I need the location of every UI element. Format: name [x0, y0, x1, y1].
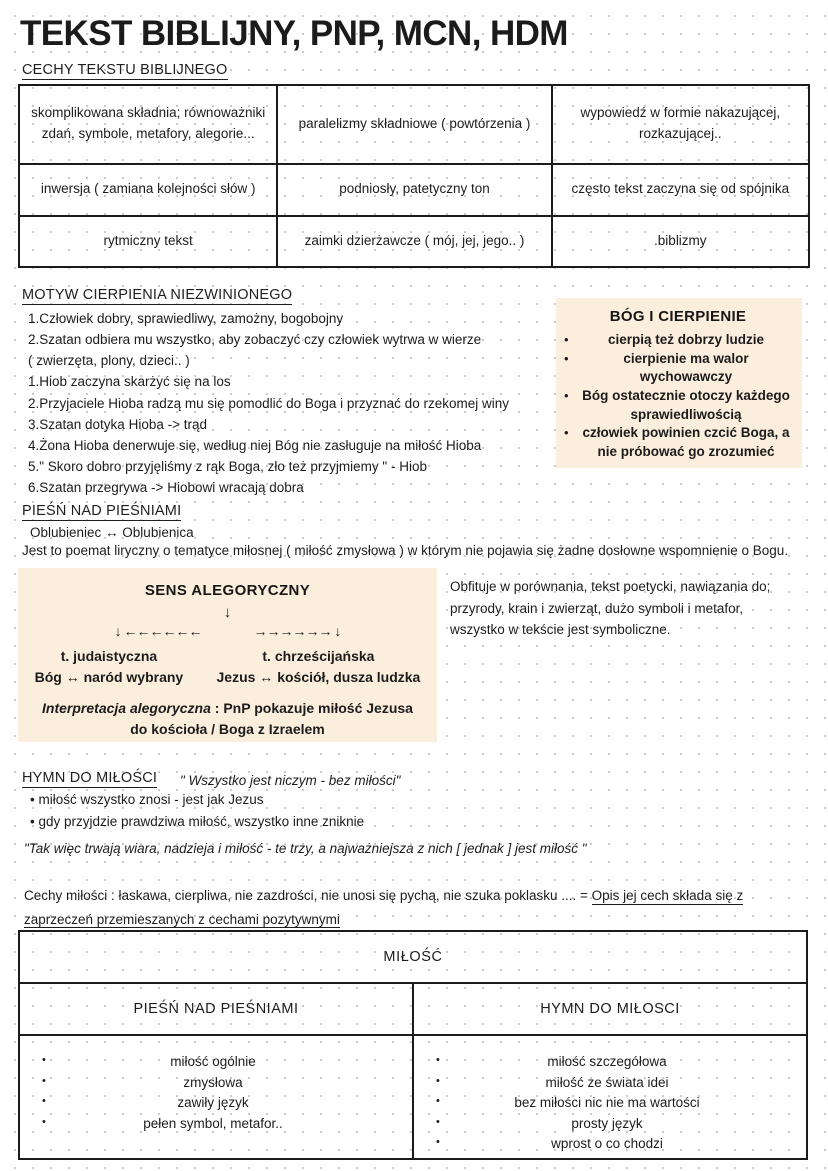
bullet-icon: • — [564, 332, 569, 347]
list-item: 1.Człowiek dobry, sprawiedliwy, zamożny, bogobojny — [28, 311, 344, 326]
allegory-interpretation — [18, 698, 437, 740]
table-cell: wypowiedź w formie nakazującej, rozkazującej.. — [580, 105, 781, 142]
list-item: 4.Żona Hioba denerwuje się, według niej Bóg nie zasługuje na miłość Hioba — [28, 437, 482, 453]
list-item: • cierpienie ma walor wychowawczy — [564, 350, 749, 385]
column-header-hymn: HYMN DO MIŁOSCI — [540, 1001, 680, 1017]
bullet-icon: • — [436, 1136, 440, 1149]
list-item: ( zwierzęta, plony, dzieci.. ) — [28, 353, 190, 369]
hymn-main-quote: "Tak więc trwają wiara, nadzieja i miłość - te trzy, a najważniejsza z nich [ jednak ] jest miłość " — [24, 841, 587, 856]
list-item: • człowiek powinien czcić Boga, a nie próbować go zrozumieć — [564, 425, 790, 459]
hymn-traits-list — [414, 1052, 806, 1155]
page-title: TEKST BIBLIJNY, PNP, MCN, HDM — [20, 14, 568, 53]
bullet-icon: • — [42, 1054, 46, 1066]
interpretation-text: : PnP pokazuje miłość Jezusa do kościoła / Boga z Izraelem — [130, 700, 413, 737]
table-row — [20, 86, 808, 165]
allegory-branches — [18, 646, 437, 688]
allegorical-sense-box — [18, 568, 437, 742]
list-item: • prosty język — [414, 1114, 806, 1135]
table-cell: zaimki dzierżawcze ( mój, jej, jego.. ) — [278, 217, 552, 266]
table-cell: często tekst zaczyna się od spójnika — [571, 181, 790, 197]
list-item: • miłość ogólnie — [20, 1052, 412, 1073]
love-traits-underline-2: zaprzeczeń przemieszanych z cechami pozytywnymi — [24, 911, 340, 927]
list-item: • miłość szczegółowa — [414, 1052, 806, 1073]
arrow-left-run-icon: ↓ ←←←←←← — [114, 623, 202, 639]
table-cell: paralelizmy składniowe ( powtórzenia ) — [278, 86, 552, 163]
bullet-icon: • — [564, 350, 569, 366]
god-and-suffering-box — [556, 298, 802, 468]
list-item: • zawiły język — [20, 1093, 412, 1114]
bullet-icon: • — [436, 1115, 440, 1128]
bullet-icon: • — [436, 1074, 440, 1087]
bullet-icon: • — [30, 813, 35, 829]
table-cell: .biblizmy — [654, 233, 707, 249]
love-traits-paragraph — [24, 884, 824, 931]
song-subtitle: Oblubieniec ↔ Oblubienica — [30, 525, 194, 540]
table-cell: rytmiczny tekst — [20, 217, 278, 266]
comparison-col-song — [20, 1036, 414, 1158]
arrow-right-run-icon: →→→→→→ ↓ — [253, 623, 341, 639]
list-item: 1.Hiob zaczyna skarżyć się na los — [28, 374, 231, 390]
branch-christian: t. chrześcijańska Jezus ↔ kościół, dusza ludzka — [216, 648, 421, 685]
table-cell: inwersja ( zamiana kolejności słów ) — [20, 165, 278, 216]
god-suffering-title: BÓG I CIERPIENIE — [609, 308, 747, 325]
love-comparison-table — [18, 930, 808, 1160]
arrow-down-icon: ↓ — [223, 604, 232, 621]
heading-hymn-of-love: HYMN DO MIŁOŚCI — [22, 770, 158, 786]
song-side-note: Obfituje w porównania, tekst poetycki, nawiązania do; przyrody, krain i zwierząt, dużo symboli i metafor, wszystko w tekście jest symboliczne. — [450, 579, 771, 638]
hymn-inline-quote: " Wszystko jest niczym - bez miłości" — [180, 773, 401, 788]
comparison-body — [20, 1036, 806, 1158]
branch-judaic: t. judaistyczna Bóg ↔ naród wybrany — [34, 648, 184, 685]
list-item: • cierpią też dobrzy ludzie — [564, 332, 765, 347]
biblical-features-table — [18, 84, 810, 268]
bullet-icon: • — [564, 425, 569, 441]
list-item: 3.Szatan dotyka Hioba -> trąd — [28, 416, 207, 432]
bullet-icon: • — [564, 387, 569, 403]
song-description: Jest to poemat liryczny o tematyce miłosnej ( miłość zmysłowa ) w którym nie pojawia się żadne dosłowne wspomnienie o Bogu. — [22, 543, 789, 558]
list-item: • wprost o co chodzi — [414, 1134, 806, 1155]
list-item: 2.Przyjaciele Hioba radzą mu się pomodlić do Boga i przyznać do rzekomej winy — [28, 395, 509, 411]
song-traits-list — [20, 1052, 412, 1134]
allegory-arrow-row — [18, 623, 437, 639]
list-item: • pełen symbol, metafor.. — [20, 1114, 412, 1135]
bullet-icon: • — [30, 792, 35, 807]
comparison-subheaders — [20, 984, 806, 1036]
bullet-icon: • — [436, 1054, 440, 1066]
interpretation-label: Interpretacja alegoryczna — [42, 700, 211, 716]
table-row — [20, 165, 808, 218]
list-item: • bez miłości nic nie ma wartości — [414, 1093, 806, 1114]
table-row — [20, 217, 808, 266]
hymn-bullet-list — [30, 789, 364, 833]
love-traits-underline-1: Opis jej cech składa się z — [591, 888, 744, 903]
heading-song-of-songs: PIEŚŃ NAD PIEŚNIAMI — [22, 503, 182, 519]
comparison-col-hymn — [414, 1036, 806, 1158]
list-item: 5." Skoro dobro przyjęliśmy z rąk Boga, zło też przyjmiemy " - Hiob — [28, 458, 427, 474]
comparison-title: MIŁOŚĆ — [20, 932, 806, 984]
list-item: • Bóg ostatecznie otoczy każdego sprawiedliwością — [564, 387, 790, 422]
bullet-icon: • — [42, 1074, 46, 1087]
list-item: • gdy przyjdzie prawdziwa miłość, wszystko inne zniknie — [30, 813, 365, 829]
suffering-list — [28, 308, 548, 498]
bullet-icon: • — [436, 1095, 440, 1108]
list-item: • zmysłowa — [20, 1073, 412, 1094]
list-item: • miłość wszystko znosi - jest jak Jezus — [30, 792, 264, 807]
love-traits-prefix: Cechy miłości : łaskawa, cierpliwa, nie zazdrości, nie unosi się pychą, nie szuka poklasku .... = — [24, 888, 592, 903]
list-item: • miłość ze świata idei — [414, 1073, 806, 1094]
list-item: 6.Szatan przegrywa -> Hiobowi wracają dobra — [28, 480, 304, 495]
column-header-song: PIEŚŃ NAD PIEŚNIAMI — [20, 984, 414, 1034]
bullet-icon: • — [42, 1095, 46, 1108]
bullet-icon: • — [42, 1115, 46, 1128]
list-item: 2.Szatan odbiera mu wszystko, aby zobaczyć czy człowiek wytrwa w wierze — [28, 332, 482, 348]
allegory-title: SENS ALEGORYCZNY — [144, 582, 311, 599]
table-cell: skomplikowana składnia; równoważniki zdań, symbole, metafory, alegorie... — [20, 86, 278, 163]
table-cell: podniosły, patetyczny ton — [278, 165, 552, 216]
god-suffering-list — [564, 331, 792, 461]
heading-biblical-features: CECHY TEKSTU BIBLIJNEGO — [22, 62, 228, 78]
heading-suffering-motif: MOTYW CIERPIENIA NIEZWINIONEGO — [22, 287, 293, 303]
